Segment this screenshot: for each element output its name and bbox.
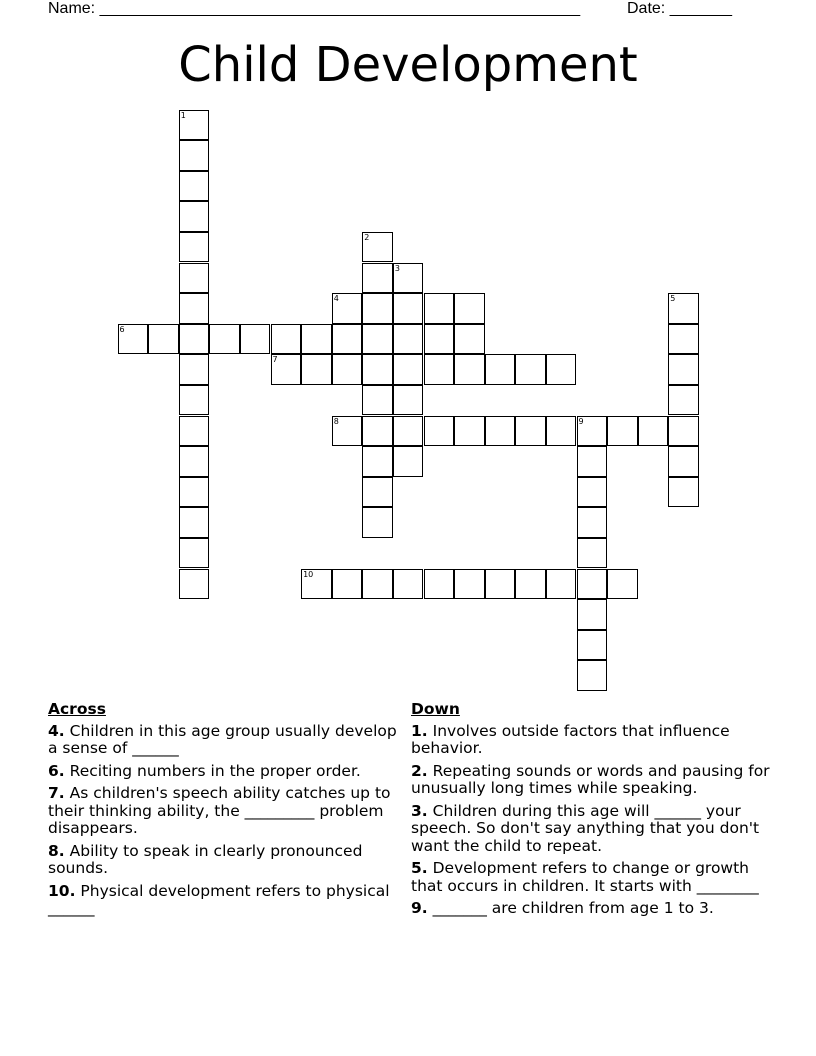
crossword-cell[interactable] <box>362 477 393 508</box>
across-clue <box>48 785 398 838</box>
crossword-cell[interactable] <box>240 324 271 355</box>
clue-text: As children's speech ability catches up to their thinking ability, the _________ problem disappears. <box>48 784 391 837</box>
crossword-cell[interactable] <box>668 446 699 477</box>
crossword-cell[interactable] <box>179 232 210 263</box>
crossword-cell[interactable] <box>393 263 424 294</box>
clue-text: Development refers to change or growth that occurs in children. It starts with ________ <box>411 859 759 895</box>
crossword-cell[interactable] <box>271 324 302 355</box>
clue-number: 10. <box>48 881 76 900</box>
clue-text: Children during this age will ______ your speech. So don't say anything that you don't want the child to repeat. <box>411 801 760 855</box>
crossword-cell[interactable] <box>577 599 608 630</box>
crossword-cell[interactable] <box>148 324 179 355</box>
cell-number: 5 <box>670 294 676 304</box>
name-field[interactable]: Name: ______________________________________________________ <box>48 0 581 17</box>
crossword-cell[interactable] <box>393 446 424 477</box>
down-clue <box>411 723 771 758</box>
crossword-cell[interactable] <box>577 660 608 691</box>
down-clue <box>411 860 771 895</box>
cell-number: 6 <box>119 324 125 334</box>
crossword-cell[interactable] <box>179 140 210 171</box>
crossword-cell[interactable] <box>454 324 485 355</box>
clue-text: Ability to speak in clearly pronounced sounds. <box>48 841 363 877</box>
across-clue <box>48 843 398 878</box>
crossword-cell[interactable] <box>515 569 546 600</box>
clue-number: 3. <box>411 801 428 820</box>
crossword-cell[interactable] <box>332 354 363 385</box>
down-heading: Down <box>411 700 460 718</box>
crossword-cell[interactable] <box>424 416 455 447</box>
crossword-cell[interactable] <box>393 293 424 324</box>
cell-number: 3 <box>394 263 400 273</box>
clue-text: Children in this age group usually develop a sense of ______ <box>48 721 397 757</box>
crossword-cell[interactable] <box>179 263 210 294</box>
crossword-cell[interactable] <box>362 293 393 324</box>
crossword-cell[interactable] <box>179 477 210 508</box>
cell-number: 9 <box>578 416 584 426</box>
cell-number: 7 <box>272 355 278 365</box>
crossword-cell[interactable] <box>179 385 210 416</box>
crossword-cell[interactable] <box>332 324 363 355</box>
clue-text: Physical development refers to physical ______ <box>48 881 390 917</box>
clue-text: _______ are children from age 1 to 3. <box>432 899 714 917</box>
page-title: Child Development <box>178 37 638 93</box>
crossword-cell[interactable] <box>577 507 608 538</box>
cell-number: 10 <box>303 569 314 579</box>
crossword-cell[interactable] <box>546 416 577 447</box>
across-heading: Across <box>48 700 106 718</box>
crossword-cell[interactable] <box>179 507 210 538</box>
crossword-cell[interactable] <box>485 354 516 385</box>
clue-number: 1. <box>411 721 428 740</box>
crossword-cell[interactable] <box>179 446 210 477</box>
clue-number: 5. <box>411 859 428 877</box>
crossword-cell[interactable] <box>332 569 363 600</box>
crossword-cell[interactable] <box>577 416 608 447</box>
crossword-cell[interactable] <box>393 324 424 355</box>
crossword-cell[interactable] <box>179 416 210 447</box>
crossword-cell[interactable] <box>454 354 485 385</box>
crossword-cell[interactable] <box>515 416 546 447</box>
crossword-cell[interactable] <box>362 416 393 447</box>
crossword-cell[interactable] <box>301 569 332 600</box>
clue-text: Repeating sounds or words and pausing for unusually long times while speaking. <box>411 761 770 797</box>
crossword-cell[interactable] <box>118 324 149 355</box>
crossword-cell[interactable] <box>362 385 393 416</box>
crossword-cell[interactable] <box>485 569 516 600</box>
crossword-cell[interactable] <box>668 293 699 324</box>
crossword-cell[interactable] <box>546 354 577 385</box>
crossword-cell[interactable] <box>362 446 393 477</box>
clue-number: 6. <box>48 761 65 780</box>
crossword-cell[interactable] <box>577 630 608 661</box>
crossword-cell[interactable] <box>209 324 240 355</box>
cell-number: 2 <box>364 232 370 242</box>
clue-text: Reciting numbers in the proper order. <box>69 761 361 780</box>
crossword-cell[interactable] <box>179 201 210 232</box>
crossword-cell[interactable] <box>668 385 699 416</box>
cell-number: 4 <box>333 294 339 304</box>
crossword-cell[interactable] <box>362 232 393 263</box>
down-clues <box>411 701 771 923</box>
crossword-cell[interactable] <box>424 293 455 324</box>
crossword-cell[interactable] <box>179 569 210 600</box>
crossword-cell[interactable] <box>607 569 638 600</box>
crossword-cell[interactable] <box>179 171 210 202</box>
crossword-cell[interactable] <box>301 324 332 355</box>
crossword-cell[interactable] <box>362 263 393 294</box>
crossword-cell[interactable] <box>179 354 210 385</box>
crossword-cell[interactable] <box>577 446 608 477</box>
crossword-cell[interactable] <box>546 569 577 600</box>
crossword-cell[interactable] <box>179 110 210 141</box>
crossword-cell[interactable] <box>638 416 669 447</box>
crossword-cell[interactable] <box>362 507 393 538</box>
clue-number: 9. <box>411 899 428 917</box>
crossword-cell[interactable] <box>332 293 363 324</box>
clue-number: 4. <box>48 721 65 740</box>
crossword-cell[interactable] <box>362 324 393 355</box>
across-clues <box>48 701 398 923</box>
crossword-cell[interactable] <box>424 569 455 600</box>
crossword-cell[interactable] <box>577 477 608 508</box>
across-clue <box>48 883 398 918</box>
crossword-cell[interactable] <box>179 538 210 569</box>
crossword-cell[interactable] <box>668 416 699 447</box>
crossword-cell[interactable] <box>179 293 210 324</box>
clue-number: 7. <box>48 784 65 802</box>
crossword-cell[interactable] <box>424 354 455 385</box>
crossword-cell[interactable] <box>454 293 485 324</box>
crossword-cell[interactable] <box>362 569 393 600</box>
crossword-cell[interactable] <box>424 324 455 355</box>
crossword-cell[interactable] <box>393 569 424 600</box>
crossword-cell[interactable] <box>577 569 608 600</box>
crossword-cell[interactable] <box>179 324 210 355</box>
cell-number: 8 <box>333 416 339 426</box>
crossword-cell[interactable] <box>393 385 424 416</box>
crossword-cell[interactable] <box>332 416 363 447</box>
crossword-cell[interactable] <box>362 354 393 385</box>
crossword-cell[interactable] <box>454 416 485 447</box>
across-clue <box>48 723 398 758</box>
crossword-cell[interactable] <box>393 416 424 447</box>
clue-number: 2. <box>411 761 428 780</box>
crossword-cell[interactable] <box>485 416 516 447</box>
date-field[interactable]: Date: _______ <box>627 0 732 17</box>
down-clue <box>411 763 771 798</box>
across-clue <box>48 763 398 781</box>
crossword-cell[interactable] <box>301 354 332 385</box>
crossword-cell[interactable] <box>271 354 302 385</box>
crossword-cell[interactable] <box>454 569 485 600</box>
crossword-cell[interactable] <box>607 416 638 447</box>
down-clue <box>411 803 771 856</box>
clue-text: Involves outside factors that influence behavior. <box>411 721 730 757</box>
crossword-cell[interactable] <box>668 324 699 355</box>
clue-number: 8. <box>48 841 65 860</box>
crossword-cell[interactable] <box>393 354 424 385</box>
cell-number: 1 <box>180 110 186 120</box>
crossword-cell[interactable] <box>668 354 699 385</box>
down-clue <box>411 900 771 918</box>
crossword-cell[interactable] <box>515 354 546 385</box>
crossword-cell[interactable] <box>668 477 699 508</box>
crossword-cell[interactable] <box>577 538 608 569</box>
